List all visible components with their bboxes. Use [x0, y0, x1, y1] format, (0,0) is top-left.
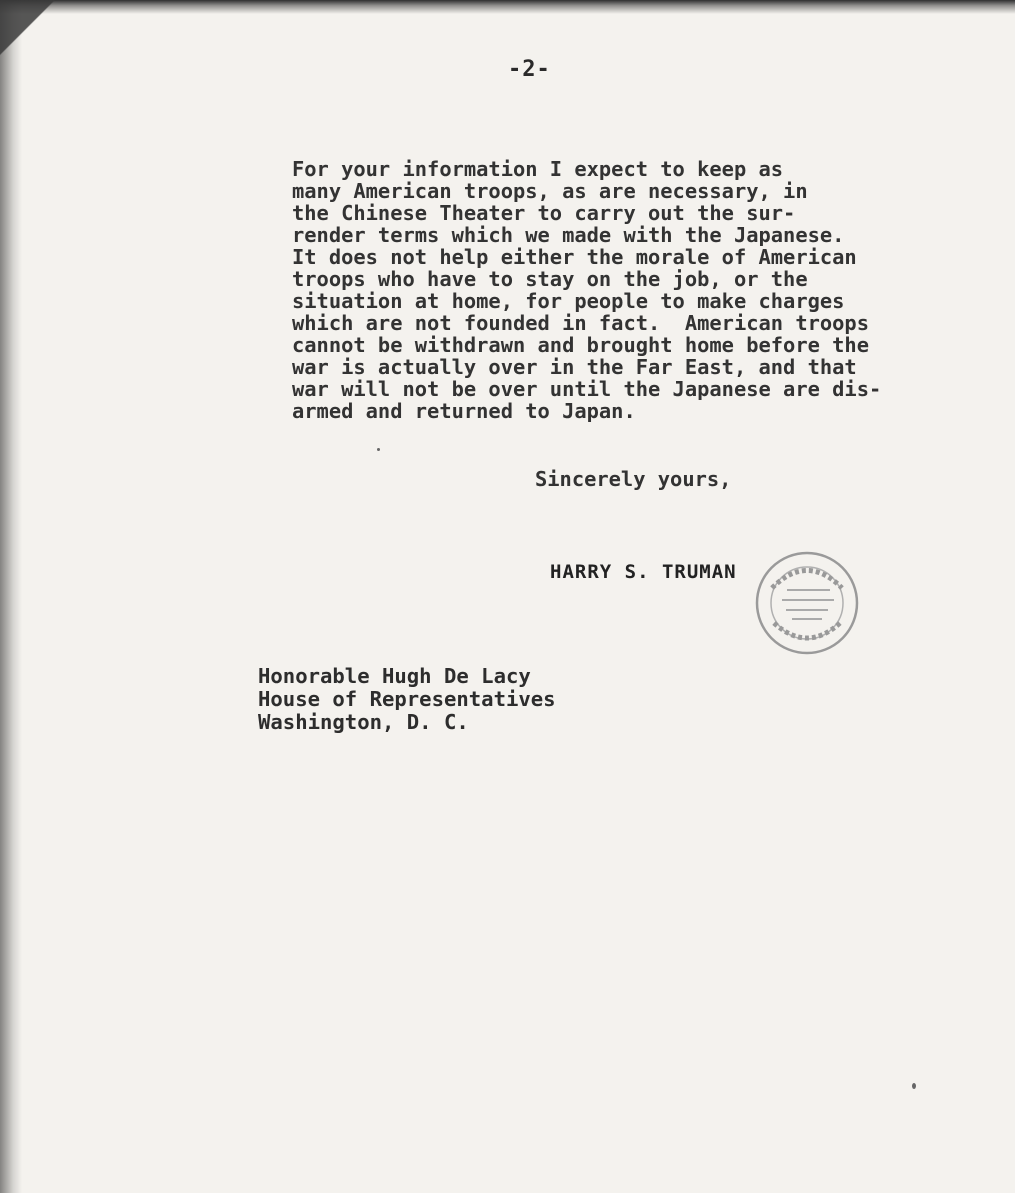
recipient-address: [258, 665, 556, 734]
corner-tab: [52, 34, 70, 72]
address-line: Honorable Hugh De Lacy: [258, 664, 531, 688]
letter-body: [292, 158, 881, 422]
body-line: many American troops, as are necessary, in: [292, 179, 808, 203]
body-line: war will not be over until the Japanese are dis-: [292, 377, 882, 401]
body-line: armed and returned to Japan.: [292, 399, 636, 423]
address-line: House of Representatives: [258, 687, 556, 711]
body-line: cannot be withdrawn and brought home before the: [292, 333, 869, 357]
body-line: troops who have to stay on the job, or the: [292, 267, 808, 291]
body-line: It does not help either the morale of American: [292, 245, 857, 269]
body-line: render terms which we made with the Japanese.: [292, 223, 845, 247]
paper-speck: [912, 1083, 916, 1089]
paper-speck: [377, 448, 380, 451]
body-line: which are not founded in fact. American troops: [292, 311, 869, 335]
archives-stamp-icon: [752, 548, 862, 658]
body-line: For your information I expect to keep as: [292, 157, 784, 181]
signature-name: HARRY S. TRUMAN: [550, 561, 737, 583]
folded-corner: [0, 0, 90, 90]
address-line: Washington, D. C.: [258, 710, 469, 734]
body-line: situation at home, for people to make charges: [292, 289, 845, 313]
page-number: -2-: [508, 57, 551, 82]
body-line: war is actually over in the Far East, and that: [292, 355, 857, 379]
scan-left-shadow: [0, 0, 22, 1193]
body-line: the Chinese Theater to carry out the sur-: [292, 201, 796, 225]
closing-salutation: Sincerely yours,: [535, 467, 732, 491]
scan-top-edge: [0, 0, 1015, 14]
